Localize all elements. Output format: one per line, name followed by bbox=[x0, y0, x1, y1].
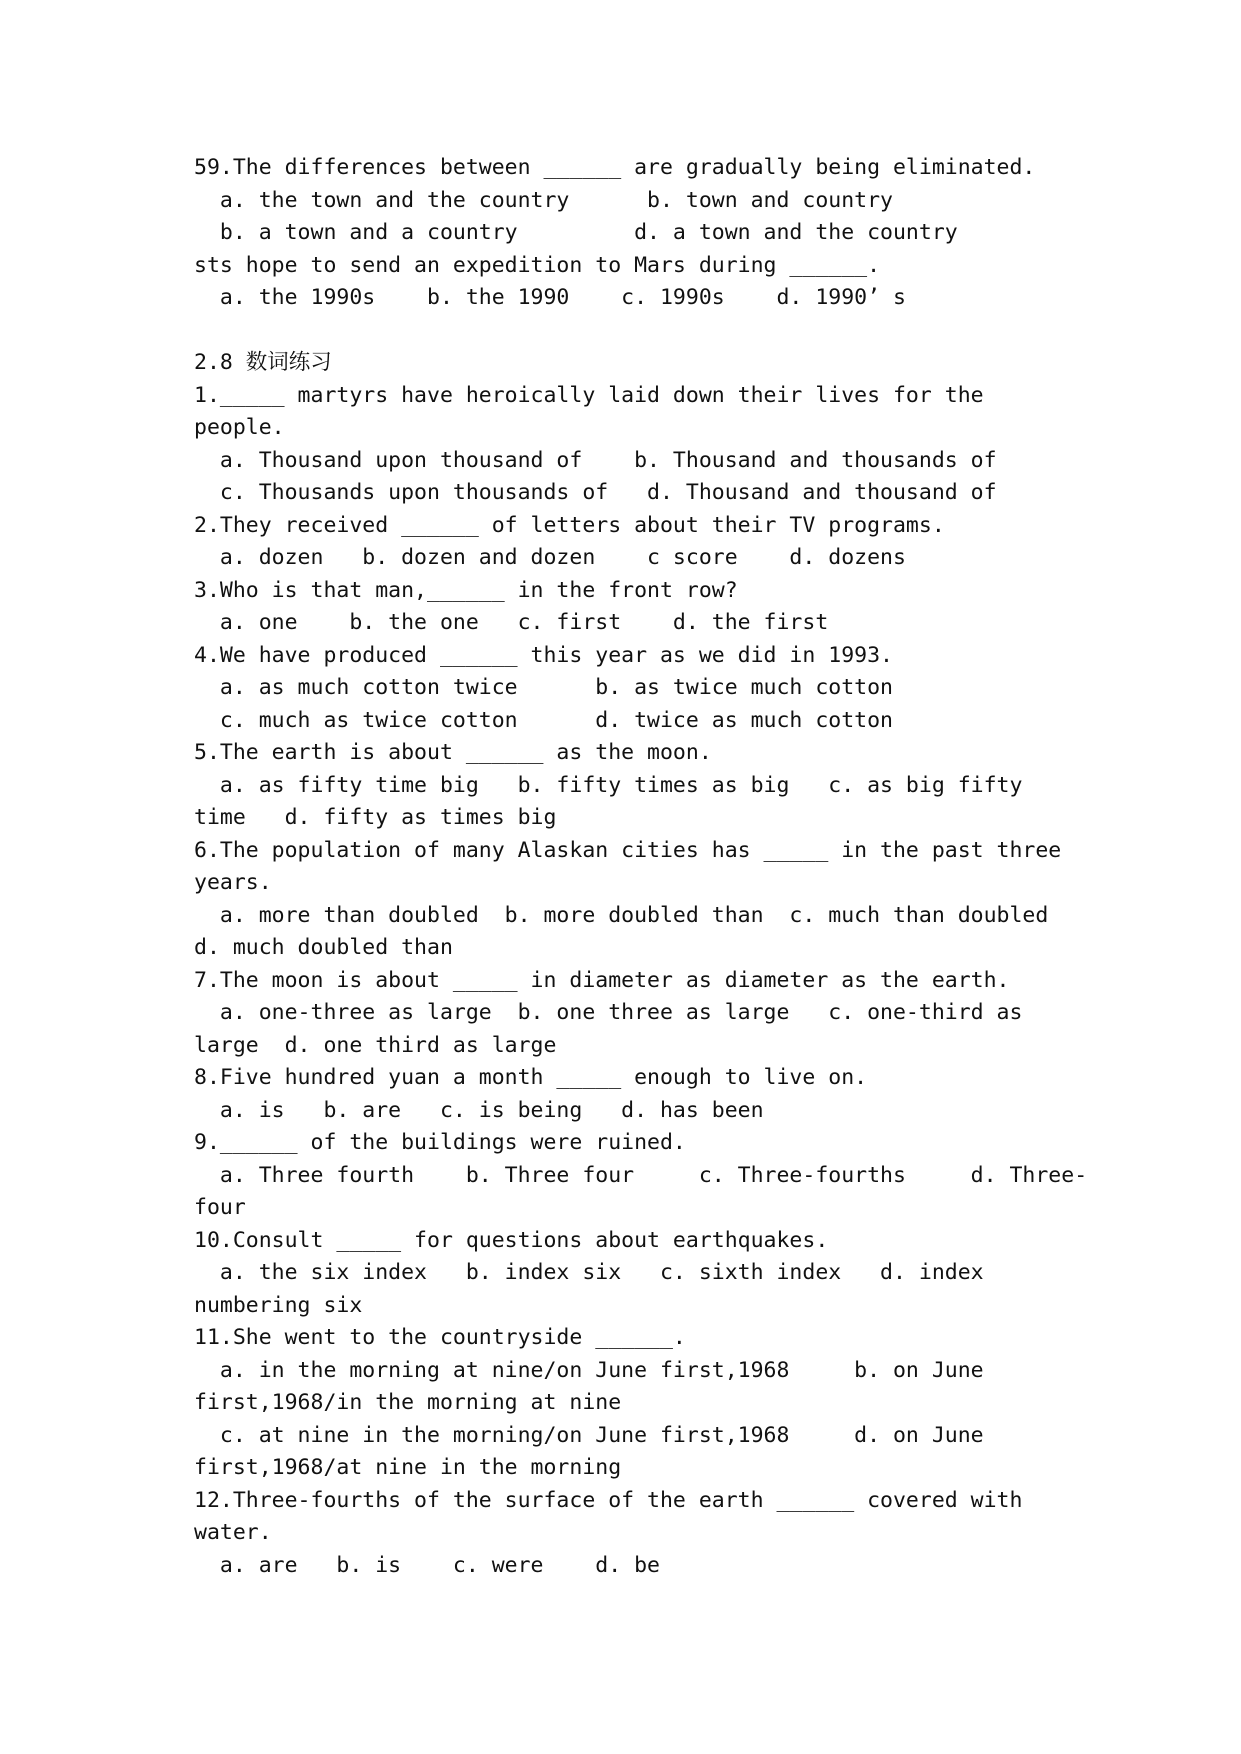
options-line: numbering six bbox=[194, 1292, 363, 1318]
options-line: a. as fifty time big b. fifty times as big c. as big fifty bbox=[194, 772, 1023, 798]
options-line: d. much doubled than bbox=[194, 935, 453, 960]
options-line: large d. one third as large bbox=[194, 1032, 557, 1058]
options-line: a. the six index b. index six c. sixth index d. index bbox=[194, 1260, 984, 1285]
options-line: four bbox=[194, 1195, 246, 1220]
options-line: time d. fifty as times big bbox=[194, 805, 557, 830]
question-line: years. bbox=[194, 870, 272, 895]
question-line: people. bbox=[194, 415, 285, 440]
question-line: 8.Five hundred yuan a month _____ enough to live on. bbox=[194, 1065, 868, 1090]
options-line: a. as much cotton twice b. as twice much cotton bbox=[194, 675, 893, 700]
question-line: 9.______ of the buildings were ruined. bbox=[194, 1130, 686, 1155]
question-line: 11.She went to the countryside ______. bbox=[194, 1325, 686, 1350]
options-line: a. are b. is c. were d. be bbox=[194, 1552, 660, 1578]
options-line: a. the town and the country b. town and country bbox=[194, 187, 893, 213]
options-line: a. dozen b. dozen and dozen c score d. dozens bbox=[194, 545, 906, 570]
options-line: first,1968/in the morning at nine bbox=[194, 1390, 622, 1415]
question-line: 1._____ martyrs have heroically laid down their lives for the bbox=[194, 382, 984, 408]
options-line: a. is b. are c. is being d. has been bbox=[194, 1097, 764, 1123]
options-line: a. Three fourth b. Three four c. Three-fourths d. Three- bbox=[194, 1162, 1088, 1188]
question-line: sts hope to send an expedition to Mars during ______. bbox=[194, 252, 881, 278]
question-line: water. bbox=[194, 1520, 272, 1545]
question-line: 3.Who is that man,______ in the front row? bbox=[194, 577, 738, 603]
options-line: c. at nine in the morning/on June first,1968 d. on June bbox=[194, 1422, 984, 1448]
question-line: 6.The population of many Alaskan cities has _____ in the past three bbox=[194, 837, 1062, 863]
question-line: 2.They received ______ of letters about their TV programs. bbox=[194, 512, 945, 538]
options-line: a. one-three as large b. one three as large c. one-third as bbox=[194, 1000, 1023, 1025]
options-line: first,1968/at nine in the morning bbox=[194, 1455, 622, 1480]
options-line: c. Thousands upon thousands of d. Thousand and thousand of bbox=[194, 480, 997, 505]
options-line: a. the 1990s b. the 1990 c. 1990s d. 1990’ s bbox=[194, 285, 906, 310]
blank-line bbox=[194, 315, 1094, 348]
options-line: a. one b. the one c. first d. the first bbox=[194, 610, 829, 635]
section-heading: 2.8 数词练习 bbox=[194, 350, 332, 375]
question-line: 12.Three-fourths of the surface of the earth ______ covered with bbox=[194, 1487, 1023, 1513]
question-line: 5.The earth is about ______ as the moon. bbox=[194, 740, 712, 765]
document-page bbox=[194, 152, 1094, 1582]
question-line: 4.We have produced ______ this year as we did in 1993. bbox=[194, 642, 893, 668]
options-line: a. in the morning at nine/on June first,1968 b. on June bbox=[194, 1357, 984, 1383]
options-line: a. Thousand upon thousand of b. Thousand and thousands of bbox=[194, 447, 997, 473]
question-line: 10.Consult _____ for questions about earthquakes. bbox=[194, 1227, 829, 1253]
options-line: b. a town and a country d. a town and the country bbox=[194, 220, 958, 245]
question-line: 59.The differences between ______ are gradually being eliminated. bbox=[194, 155, 1036, 180]
options-line: c. much as twice cotton d. twice as much cotton bbox=[194, 707, 893, 733]
options-line: a. more than doubled b. more doubled than c. much than doubled bbox=[194, 902, 1049, 928]
question-line: 7.The moon is about _____ in diameter as diameter as the earth. bbox=[194, 967, 1010, 993]
